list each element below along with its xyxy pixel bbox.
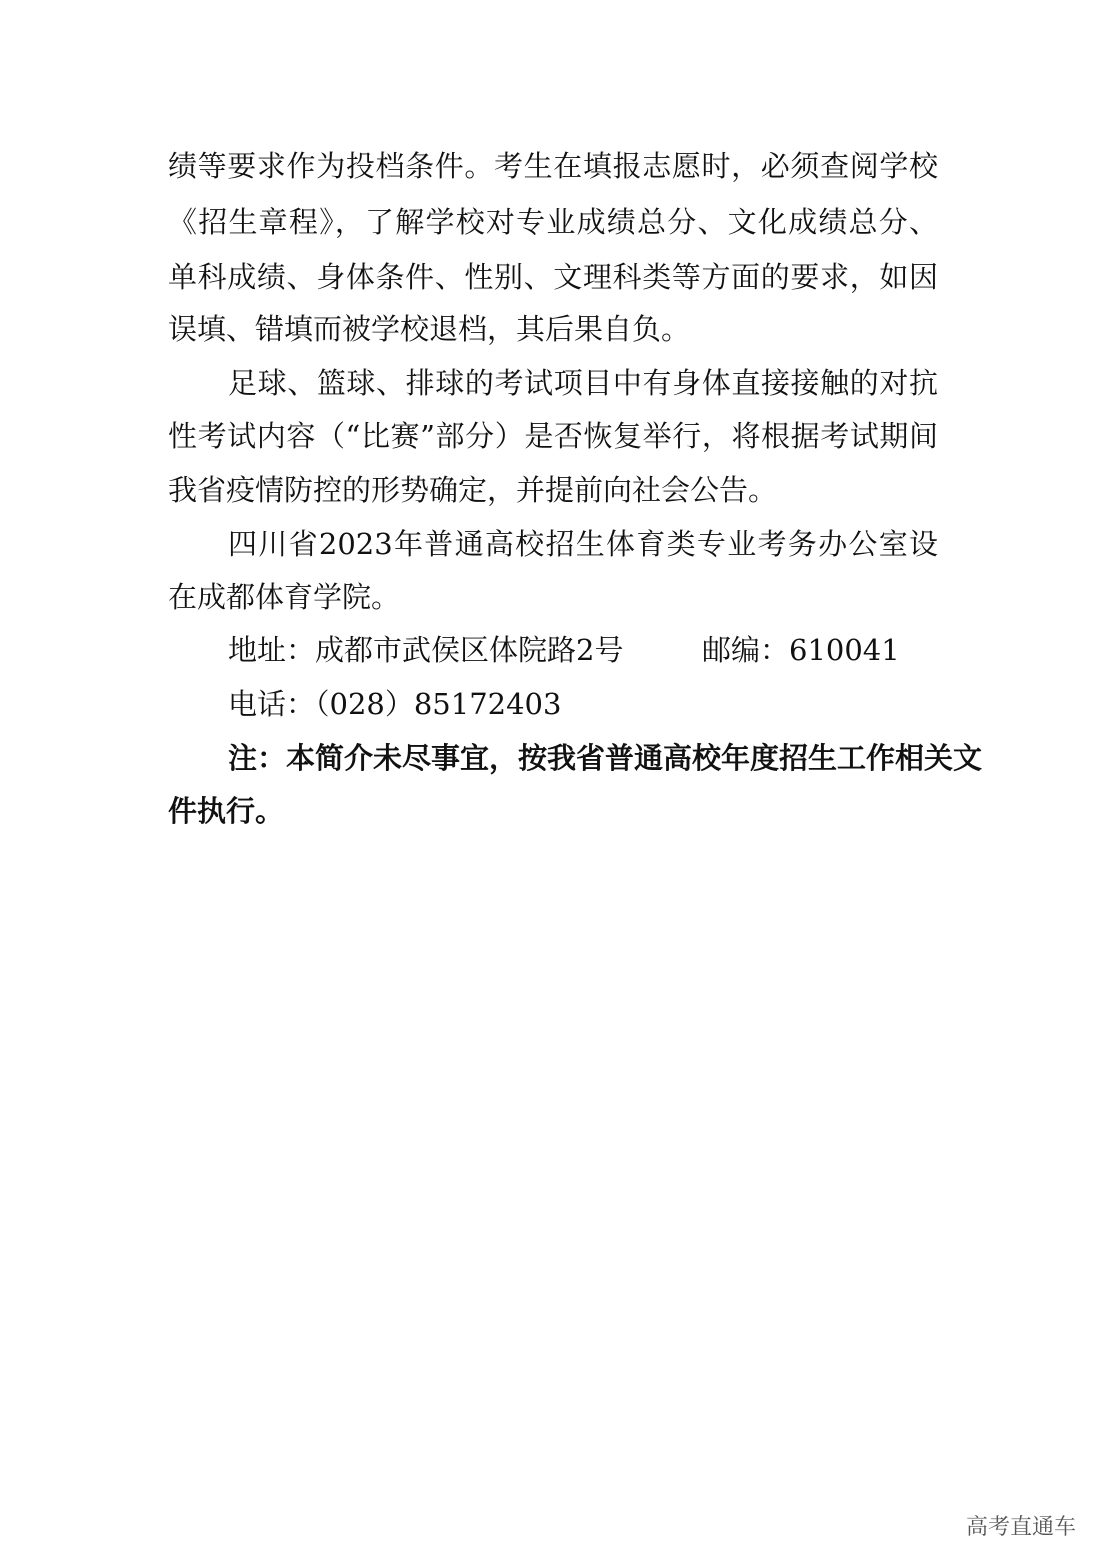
- paragraph1-line-4: 误填、错填而被学校退档，其后果自负。: [168, 312, 691, 346]
- watermark-text: 高考直通车: [966, 1515, 1077, 1540]
- phone-text: 电话：（028）85172403: [228, 687, 562, 721]
- paragraph1-line-3: 单科成绩、身体条件、性别、文理科类等方面的要求，如因: [168, 260, 938, 294]
- paragraph2-line-1: 足球、篮球、排球的考试项目中有身体直接接触的对抗: [228, 366, 938, 400]
- postcode-text: 邮编：610041: [702, 633, 900, 667]
- paragraph2-line-2: 性考试内容（“比赛”部分）是否恢复举行，将根据考试期间: [168, 419, 938, 453]
- note-line-2: 件执行。: [168, 794, 285, 828]
- note-line-1: 注：本简介未尽事宜，按我省普通高校年度招生工作相关文: [228, 741, 983, 775]
- paragraph3-line-2: 在成都体育学院。: [168, 580, 401, 614]
- paragraph2-line-3: 我省疫情防控的形势确定，并提前向社会公告。: [168, 473, 778, 507]
- paragraph1-line-2: 《招生章程》，了解学校对专业成绩总分、文化成绩总分、: [168, 205, 938, 239]
- paragraph1-line-1: 绩等要求作为投档条件。考生在填报志愿时，必须查阅学校: [168, 149, 938, 183]
- address-text: 地址：成都市武侯区体院路2号: [228, 633, 624, 667]
- paragraph3-line-1: 四川省2023年普通高校招生体育类专业考务办公室设: [228, 527, 938, 561]
